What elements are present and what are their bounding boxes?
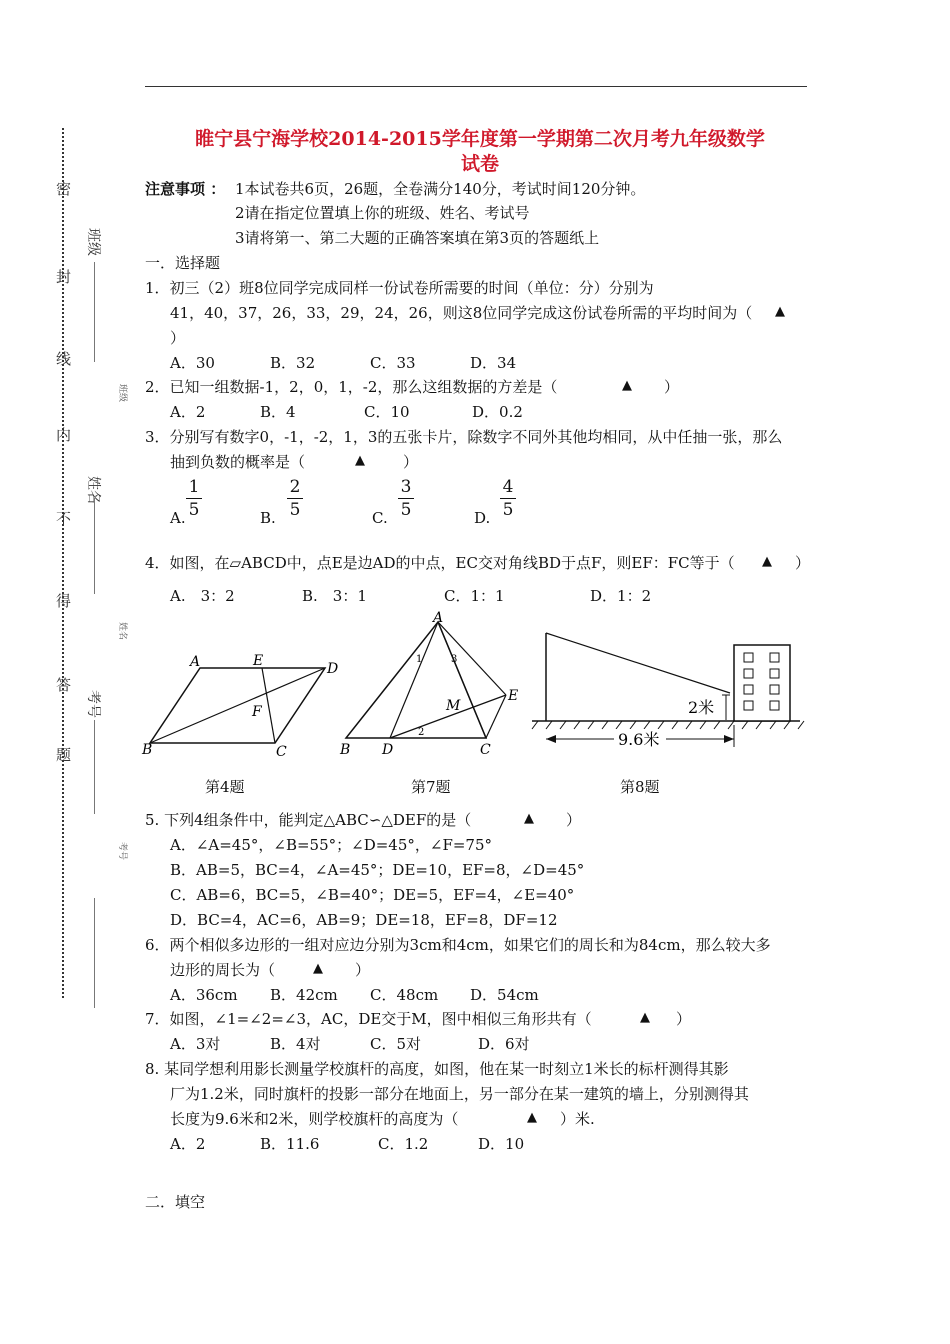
- faint-label: 班级: [117, 384, 127, 403]
- notes-label: 注意事项 ：: [145, 180, 226, 198]
- q8-close: ）米.: [560, 1110, 595, 1128]
- q5-option-b: B．AB=5，BC=4，∠A=45°；DE=10，EF=8，∠D=45°: [170, 861, 585, 879]
- q8-stem-2: 厂为1.2米，同时旗杆的投影一部分在地面上，另一部分在某一建筑的墙上，分别测得其: [170, 1085, 749, 1103]
- q6-option-b: B．42cm: [270, 986, 338, 1004]
- label-E: E: [508, 688, 519, 704]
- figure-4-caption: 第4题: [205, 778, 245, 796]
- q7-option-d: D．6对: [478, 1035, 530, 1053]
- label-E: E: [253, 653, 264, 669]
- fraction-two-fifths: $\frac{2}{5}$: [287, 476, 303, 521]
- q3-option-b: B.: [260, 509, 276, 527]
- name-blank-line: [94, 498, 95, 594]
- label-A: A: [190, 654, 201, 670]
- angle-2: 2: [418, 727, 425, 738]
- fraction-four-fifths: $\frac{4}{5}$: [500, 476, 516, 521]
- id-blank-line: [94, 720, 95, 814]
- q6-option-d: D．54cm: [470, 986, 539, 1004]
- q3-option-c: C.: [372, 509, 388, 527]
- q6-stem-2: 边形的周长为（: [170, 961, 276, 979]
- q4-option-c: C．1：1: [444, 587, 505, 605]
- figure-7-caption: 第7题: [411, 778, 451, 796]
- answer-marker: ▲: [527, 1110, 537, 1125]
- q1-stem-3: ）: [170, 329, 186, 347]
- q6-stem: 6．两个相似多边形的一组对应边分别为3cm和4cm，如果它们的周长和为84cm，那么较大多: [145, 936, 771, 954]
- seal-char: 线: [56, 350, 72, 368]
- label-D: D: [327, 661, 339, 677]
- seal-char: 得: [56, 592, 72, 610]
- figure-8-flagpole: [530, 625, 820, 760]
- seal-char: 题: [56, 746, 72, 764]
- q5-stem: 5. 下列4组条件中，能判定△ABC∽△DEF的是（: [145, 811, 472, 829]
- shadow-length-label: 9.6米: [618, 730, 660, 749]
- q2-stem: 2．已知一组数据-1，2，0，1，-2，那么这组数据的方差是（: [145, 378, 558, 396]
- q6-option-c: C．48cm: [370, 986, 439, 1004]
- q3-close: ）: [403, 453, 419, 471]
- q1-option-c: C．33: [370, 354, 416, 372]
- angle-3: 3: [451, 654, 458, 665]
- class-blank-line: [94, 262, 95, 362]
- faint-label: 姓名: [117, 622, 127, 641]
- header-rule: [145, 86, 807, 87]
- figure-7-triangles: [338, 610, 528, 760]
- q2-option-b: B．4: [260, 403, 296, 421]
- label-B: B: [340, 742, 351, 758]
- q5-option-a: A．∠A=45°，∠B=55°；∠D=45°，∠F=75°: [170, 836, 493, 854]
- note-3: 3请将第一、第二大题的正确答案填在第3页的答题纸上: [235, 229, 600, 247]
- q5-close: ）: [566, 811, 582, 829]
- seal-char: 内: [56, 426, 72, 444]
- answer-marker: ▲: [622, 378, 632, 393]
- q8-option-d: D．10: [478, 1135, 525, 1153]
- label-C: C: [480, 742, 491, 758]
- seal-char: 封: [56, 268, 72, 286]
- q2-option-d: D．0.2: [472, 403, 523, 421]
- q8-stem-3: 长度为9.6米和2米，则学校旗杆的高度为（: [170, 1110, 459, 1128]
- answer-marker: ▲: [775, 304, 785, 319]
- q3-option-a: A.: [170, 509, 186, 527]
- q2-option-a: A．2: [170, 403, 206, 421]
- q2-option-c: C．10: [364, 403, 410, 421]
- q7-stem: 7．如图，∠1=∠2=∠3，AC，DE交于M，图中相似三角形共有（: [145, 1010, 592, 1028]
- seal-char: 答: [56, 676, 72, 694]
- note-2: 2请在指定位置填上你的班级、姓名、考试号: [235, 204, 530, 222]
- label-A: A: [433, 610, 444, 626]
- figure-8-caption: 第8题: [620, 778, 660, 796]
- section-heading: 一．选择题: [145, 254, 221, 272]
- answer-marker: ▲: [313, 961, 323, 976]
- q8-option-c: C．1.2: [378, 1135, 429, 1153]
- q8-stem: 8. 某同学想利用影长测量学校旗杆的高度，如图，他在某一时刻立1米长的标杆测得其影: [145, 1060, 729, 1078]
- note-1: 1本试卷共6页，26题，全卷满分140分，考试时间120分钟。: [235, 180, 646, 198]
- answer-marker: ▲: [524, 811, 534, 826]
- label-F: F: [252, 704, 262, 720]
- q3-stem: 3．分别写有数字0，-1，-2，1，3的五张卡片，除数字不同外其他均相同，从中任抽一张，那么: [145, 428, 783, 446]
- q7-option-c: C．5对: [370, 1035, 422, 1053]
- exam-title-cont: 试卷: [460, 153, 499, 175]
- label-C: C: [276, 744, 287, 758]
- label-D: D: [382, 742, 394, 758]
- q1-option-b: B．32: [270, 354, 316, 372]
- q1-stem-2: 41，40，37，26，33，29，24，26，则这8位同学完成这份试卷所需的平均时间为（: [170, 304, 753, 322]
- q6-close: ）: [355, 961, 371, 979]
- figure-4-parallelogram: [140, 648, 340, 758]
- q4-stem: 4．如图，在▱ABCD中，点E是边AD的中点，EC交对角线BD于点F，则EF：FC等于（: [145, 554, 735, 572]
- q6-option-a: A．36cm: [170, 986, 238, 1004]
- answer-marker: ▲: [762, 554, 772, 569]
- fraction-three-fifths: $\frac{3}{5}$: [398, 476, 414, 521]
- seal-char: 密: [56, 180, 72, 198]
- q4-close: ）: [795, 554, 811, 572]
- label-M: M: [446, 698, 461, 714]
- q7-close: ）: [676, 1010, 692, 1028]
- wall-height-label: 2米: [688, 698, 715, 717]
- q1-stem: 1．初三（2）班8位同学完成同样一份试卷所需要的时间（单位：分）分别为: [145, 279, 654, 297]
- label-B: B: [142, 742, 153, 758]
- faint-label: 考号: [117, 842, 127, 861]
- q8-option-b: B．11.6: [260, 1135, 320, 1153]
- exam-id-label: 考号: [85, 690, 101, 718]
- q5-option-c: C．AB=6，BC=5，∠B=40°；DE=5，EF=4，∠E=40°: [170, 886, 575, 904]
- seat-blank-line: [94, 898, 95, 1008]
- fraction-one-fifth: $\frac{1}{5}$: [186, 476, 202, 521]
- q7-option-b: B．4对: [270, 1035, 321, 1053]
- seal-char: 不: [56, 510, 72, 528]
- exam-title: 睢宁县宁海学校2014-2015学年度第一学期第二次月考九年级数学: [195, 128, 765, 150]
- answer-marker: ▲: [355, 453, 365, 468]
- class-label: 班级: [85, 228, 101, 256]
- angle-1: 1: [416, 654, 423, 665]
- q7-option-a: A．3对: [170, 1035, 221, 1053]
- q4-option-a: A. 3：2: [170, 587, 235, 605]
- q2-close: ）: [664, 378, 680, 396]
- section-heading: 二．填空: [145, 1193, 206, 1211]
- q1-option-a: A．30: [170, 354, 215, 372]
- q5-option-d: D．BC=4，AC=6，AB=9；DE=18，EF=8，DF=12: [170, 911, 558, 929]
- q4-option-d: D．1：2: [590, 587, 652, 605]
- answer-marker: ▲: [640, 1010, 650, 1025]
- q4-option-b: B. 3：1: [302, 587, 367, 605]
- name-label: 姓名: [85, 476, 101, 504]
- q3-option-d: D.: [474, 509, 491, 527]
- q1-option-d: D．34: [470, 354, 517, 372]
- q8-option-a: A．2: [170, 1135, 206, 1153]
- q3-stem-2: 抽到负数的概率是（: [170, 453, 306, 471]
- seal-dotted-line: [62, 128, 64, 998]
